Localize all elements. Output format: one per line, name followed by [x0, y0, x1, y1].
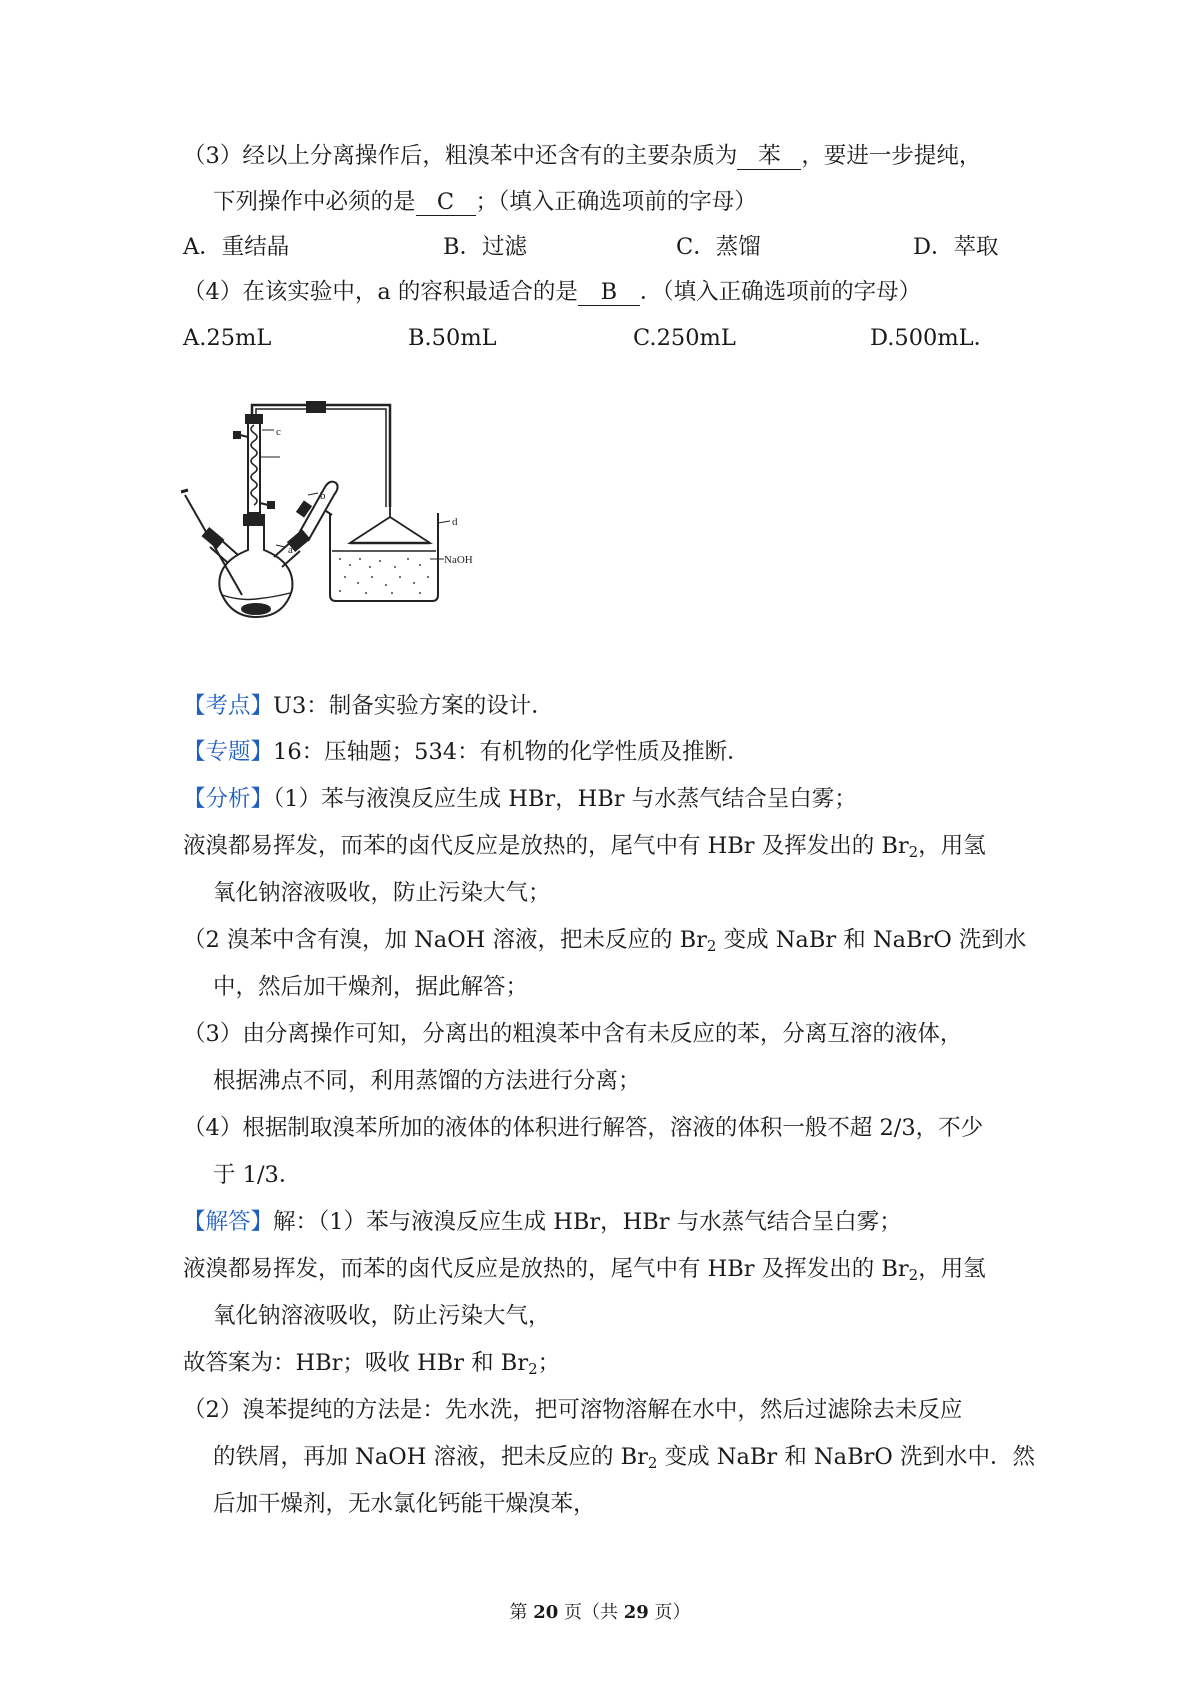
jieda-text-6-tail: 变成 NaBr 和 NaBrO 洗到水中．然	[657, 1444, 1035, 1470]
q4-option-a: A.25mL	[183, 325, 272, 351]
fenxi-line-9: 于 1/3．	[213, 1162, 302, 1188]
fenxi-line-2	[183, 830, 986, 862]
jieda-text-1: 解：（1）苯与液溴反应生成 HBr，HBr 与水蒸气结合呈白雾；	[273, 1209, 902, 1235]
label-d: d	[452, 516, 458, 528]
jieda-line-3: 氧化钠溶液吸收，防止污染大气，	[213, 1303, 551, 1329]
fenxi-text-4: （2 溴苯中含有溴，加 NaOH 溶液，把未反应的 Br	[183, 927, 707, 953]
condenser-c	[248, 423, 260, 513]
kaodian-line	[183, 690, 554, 722]
fenxi-line-6: （3）由分离操作可知，分离出的粗溴苯中含有未反应的苯，分离互溶的液体，	[183, 1021, 963, 1047]
q4-option-d: D.500mL．	[870, 325, 997, 351]
footer-text: 页）	[648, 1602, 691, 1623]
q4-line	[183, 276, 921, 308]
tube-connector	[307, 402, 325, 412]
q3-option-d: D．萃取	[913, 234, 999, 260]
fenxi-tag: 【分析】	[183, 786, 274, 812]
q4-option-c: C.250mL	[633, 325, 736, 351]
subscript: 2	[908, 843, 919, 861]
q3-option-c: C．蒸馏	[676, 234, 761, 260]
jieda-line-4	[183, 1347, 560, 1379]
q3-line2	[213, 186, 757, 218]
jieda-tag: 【解答】	[183, 1209, 274, 1235]
jieda-text-4-tail: ；	[537, 1350, 561, 1376]
label-a: a	[288, 544, 293, 556]
subscript: 2	[528, 1360, 538, 1378]
fenxi-text-2-tail: ，用氢	[918, 833, 986, 859]
jieda-text-2-tail: ，用氢	[918, 1256, 986, 1282]
q3-answer-blank-1: 苯	[737, 143, 801, 170]
subscript: 2	[908, 1266, 919, 1284]
q3-text-tail: ，要进一步提纯，	[801, 143, 982, 169]
apparatus-figure	[180, 395, 480, 630]
fenxi-text-2: 液溴都易挥发，而苯的卤代反应是放热的，尾气中有 HBr 及挥发出的 Br	[183, 833, 909, 859]
label-b: b	[320, 490, 326, 502]
fenxi-line-7: 根据沸点不同，利用蒸馏的方法进行分离；	[213, 1068, 641, 1094]
jieda-text-6: 的铁屑，再加 NaOH 溶液，把未反应的 Br	[213, 1444, 648, 1470]
fenxi-line-5: 中，然后加干燥剂，据此解答；	[213, 974, 529, 1000]
q3-option-b: B．过滤	[443, 234, 528, 260]
q4-answer-blank: B	[578, 279, 640, 306]
jieda-line-5: （2）溴苯提纯的方法是：先水洗，把可溶物溶解在水中，然后过滤除去未反应	[183, 1397, 963, 1423]
kaodian-tag: 【考点】	[183, 693, 274, 719]
fenxi-line-8: （4）根据制取溴苯所加的液体的体积进行解答，溶液的体积一般不超 2/3，不少	[183, 1115, 984, 1141]
q4-option-b: B.50mL	[408, 325, 497, 351]
inverted-funnel	[350, 507, 430, 543]
q3-answer-blank-2: C	[416, 189, 476, 216]
total-pages: 29	[623, 1602, 649, 1623]
fenxi-text-1: （1）苯与液溴反应生成 HBr，HBr 与水蒸气结合呈白雾；	[273, 786, 857, 812]
q4-text: （4）在该实验中，a 的容积最适合的是	[183, 279, 578, 305]
jieda-text-2: 液溴都易挥发，而苯的卤代反应是放热的，尾气中有 HBr 及挥发出的 Br	[183, 1256, 909, 1282]
fenxi-line-4	[183, 924, 1026, 956]
q3-line1	[183, 140, 981, 172]
fenxi-line-3: 氧化钠溶液吸收，防止污染大气；	[213, 880, 551, 906]
fenxi-text-4-tail: 变成 NaBr 和 NaBrO 洗到水	[716, 927, 1027, 953]
zhuanti-text: 16：压轴题；534：有机物的化学性质及推断．	[273, 739, 750, 765]
subscript: 2	[706, 937, 717, 955]
jieda-line-2	[183, 1253, 986, 1285]
kaodian-text: U3：制备实验方案的设计．	[273, 693, 554, 719]
jieda-text-4: 故答案为：HBr；吸收 HBr 和 Br	[183, 1350, 529, 1376]
page-number: 20	[533, 1602, 559, 1623]
jieda-line-1	[183, 1206, 902, 1238]
page-footer	[0, 1600, 1200, 1626]
zhuanti-tag: 【专题】	[183, 739, 274, 765]
jieda-line-7: 后加干燥剂，无水氯化钙能干燥溴苯，	[213, 1491, 596, 1517]
footer-text: 第	[509, 1602, 534, 1623]
label-c: c	[276, 426, 281, 438]
q3-text: （3）经以上分离操作后，粗溴苯中还含有的主要杂质为	[183, 143, 738, 169]
footer-text: 页（共	[558, 1602, 624, 1623]
q3-option-a: A．重结晶	[183, 234, 290, 260]
label-naoh: NaOH	[444, 554, 473, 566]
q3-text-2: 下列操作中必须的是	[213, 189, 416, 215]
jieda-line-6	[213, 1441, 1035, 1473]
q3-text-2-tail: ；（填入正确选项前的字母）	[475, 189, 757, 215]
zhuanti-line	[183, 736, 750, 768]
fenxi-line-1	[183, 783, 857, 815]
q4-text-tail: ．（填入正确选项前的字母）	[639, 279, 922, 305]
subscript: 2	[647, 1454, 658, 1472]
beaker-d	[330, 513, 438, 601]
